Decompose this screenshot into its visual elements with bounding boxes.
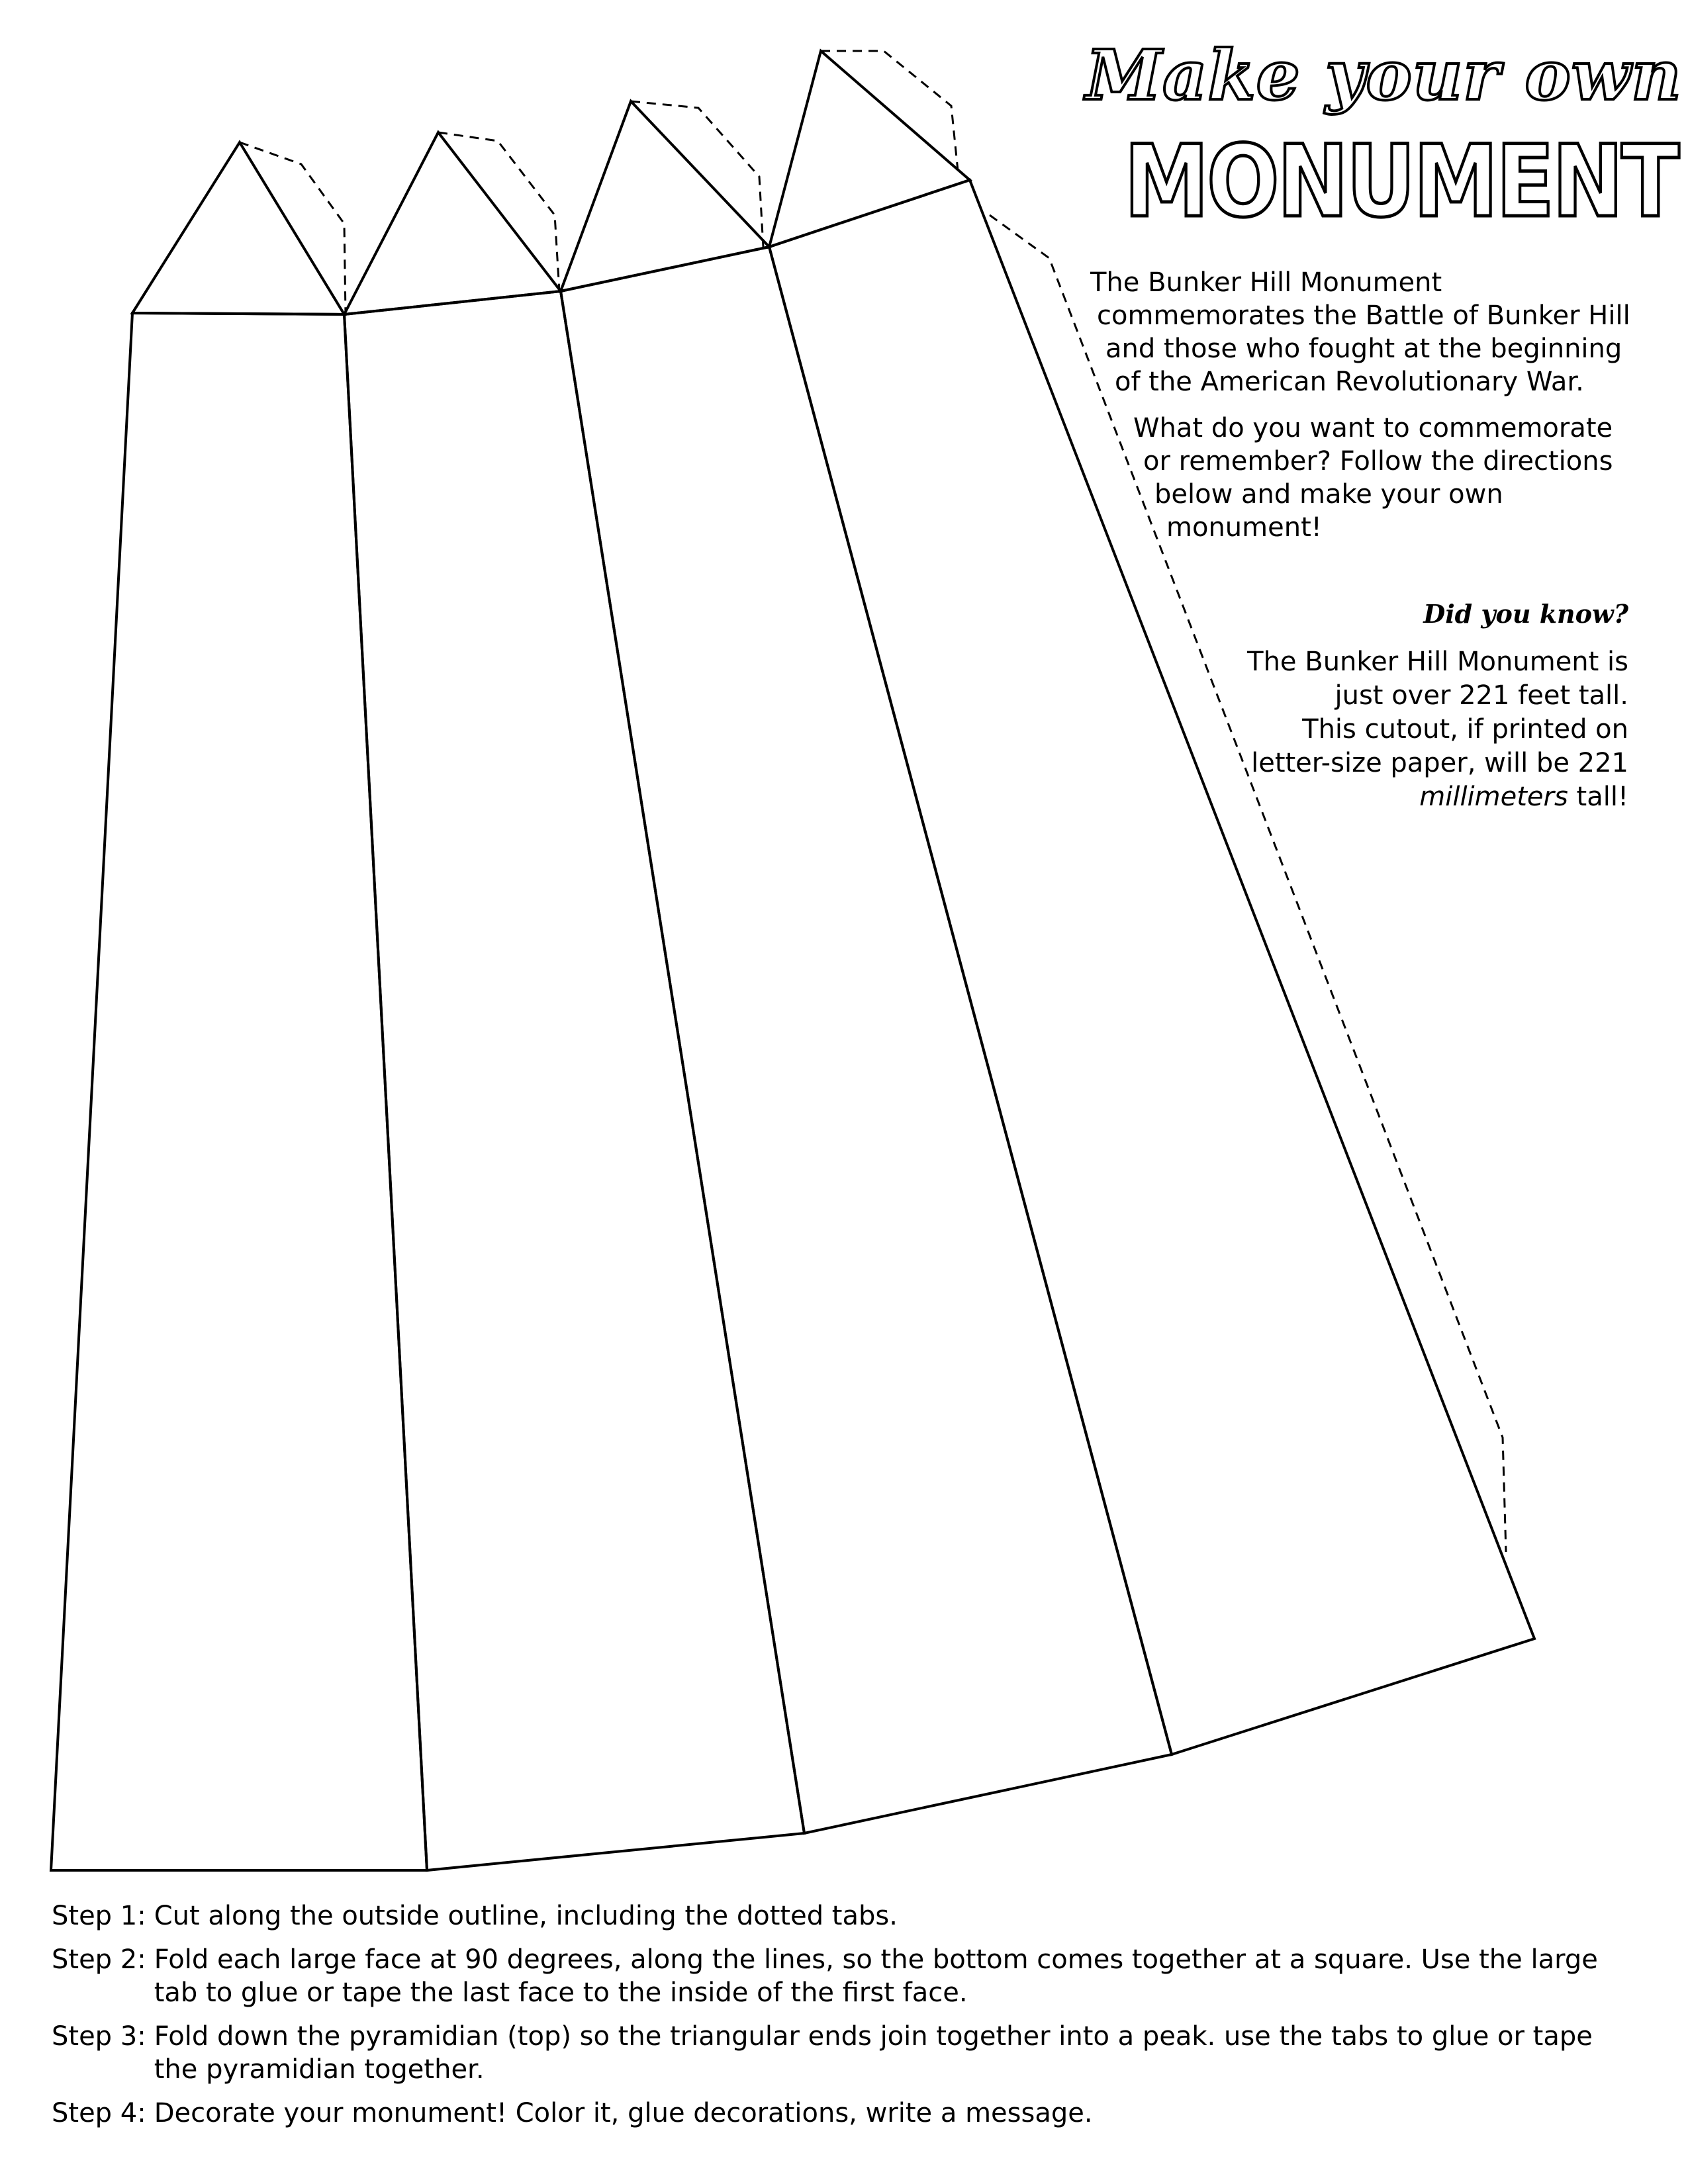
question-line-4: monument! (1166, 512, 1322, 543)
question-line-2: or remember? Follow the directions (1143, 446, 1613, 477)
fact-line-1: The Bunker Hill Monument is (1247, 647, 1628, 677)
question-line-1: What do you want to commemorate (1133, 413, 1613, 443)
step-text: Fold down the pyramidian (top) so the triangular ends join together into a peak. use the tabs to glue or tape the pyramidian together. (154, 2021, 1593, 2085)
monument-face-3 (561, 247, 1172, 1833)
pyramidian-triangle-3 (561, 101, 769, 291)
fact-line-4: letter-size paper, will be 221 (1251, 748, 1628, 778)
pyramidian-triangle-4 (769, 51, 970, 247)
instructions (52, 1899, 1640, 2140)
step-label: Step 2: (52, 1944, 146, 1975)
title-make-your-own: Make your own (1086, 34, 1682, 116)
step-3 (52, 2020, 1640, 2086)
monument-face-2 (344, 291, 804, 1870)
monument-face-1 (51, 313, 427, 1870)
step-label: Step 3: (52, 2021, 146, 2052)
step-text: Decorate your monument! Color it, glue decorations, write a message. (154, 2098, 1093, 2128)
step-label: Step 4: (52, 2098, 146, 2128)
fact-line-5 (1419, 780, 1628, 814)
step-1 (52, 1899, 1640, 1933)
pyramidian-triangle-1 (132, 142, 344, 314)
step-4 (52, 2097, 1640, 2130)
question-line-3: below and make your own (1154, 479, 1503, 510)
intro-line-4: of the American Revolutionary War. (1115, 367, 1584, 397)
title-monument: MONUMENT (1124, 124, 1677, 240)
fact-line-5-rest: tall! (1568, 782, 1628, 812)
intro-line-1: The Bunker Hill Monument (1090, 267, 1442, 298)
step-text: Cut along the outside outline, including the dotted tabs. (154, 1901, 898, 1931)
step-label: Step 1: (52, 1901, 146, 1931)
intro-line-2: commemorates the Battle of Bunker Hill (1097, 300, 1630, 331)
intro-line-3: and those who fought at the beginning (1105, 334, 1622, 364)
fact-emphasis: millimeters (1419, 782, 1568, 812)
fact-line-2: just over 221 feet tall. (1335, 680, 1628, 711)
step-text: Fold each large face at 90 degrees, along the lines, so the bottom comes together at a square. Use the large tab to glue or tape the last face to the inside of the first face. (154, 1944, 1598, 2008)
step-2 (52, 1943, 1640, 2009)
pyramidian-triangle-2 (344, 132, 561, 314)
did-you-know-label: Did you know? (1423, 599, 1628, 629)
fact-line-3: This cutout, if printed on (1302, 714, 1628, 745)
